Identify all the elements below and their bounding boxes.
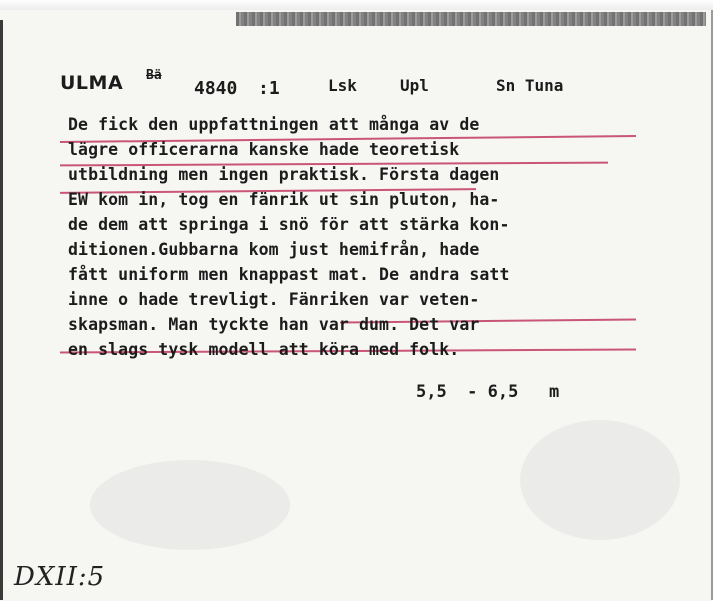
handwritten-note: DXII:5 [14, 562, 106, 592]
body-line: EW kom in, tog en fänrik ut sin pluton, ha- [68, 190, 500, 209]
card-left-edge [0, 20, 3, 600]
parish-label: Sn Tuna [496, 76, 564, 95]
body-line: lägre officerarna kanske hade teoretisk [68, 140, 460, 159]
body-line: inne o hade trevligt. Fänriken var veten- [68, 290, 480, 309]
card-header [60, 68, 660, 100]
measurement-range: 5,5 - 6,5 m [416, 382, 560, 402]
archive-code: ULMA [60, 72, 124, 94]
body-line: utbildning men ingen praktisk. Första dagen [68, 165, 500, 184]
scan-dark-band [236, 12, 706, 26]
province-label: Upl [400, 76, 429, 95]
card-body-text [68, 112, 678, 362]
body-line: skapsman. Man tyckte han var dum. Det var [68, 315, 480, 334]
body-line: De fick den uppfattningen att många av de [68, 115, 480, 134]
body-line: ditionen.Gubbarna kom just hemifrån, hade [68, 240, 480, 259]
scan-top-strip [0, 0, 713, 10]
paper-smudge [520, 420, 680, 540]
paper-smudge [90, 460, 290, 550]
record-number: 4840 [194, 78, 238, 99]
district-label: Lsk [328, 76, 357, 95]
body-line: en slags tysk modell att köra med folk. [68, 340, 460, 359]
body-line: de dem att springa i snö för att stärka kon- [68, 215, 510, 234]
struck-out-code: Bä [146, 68, 162, 83]
record-suffix: :1 [258, 78, 280, 99]
body-line: fått uniform men knappast mat. De andra satt [68, 265, 510, 284]
